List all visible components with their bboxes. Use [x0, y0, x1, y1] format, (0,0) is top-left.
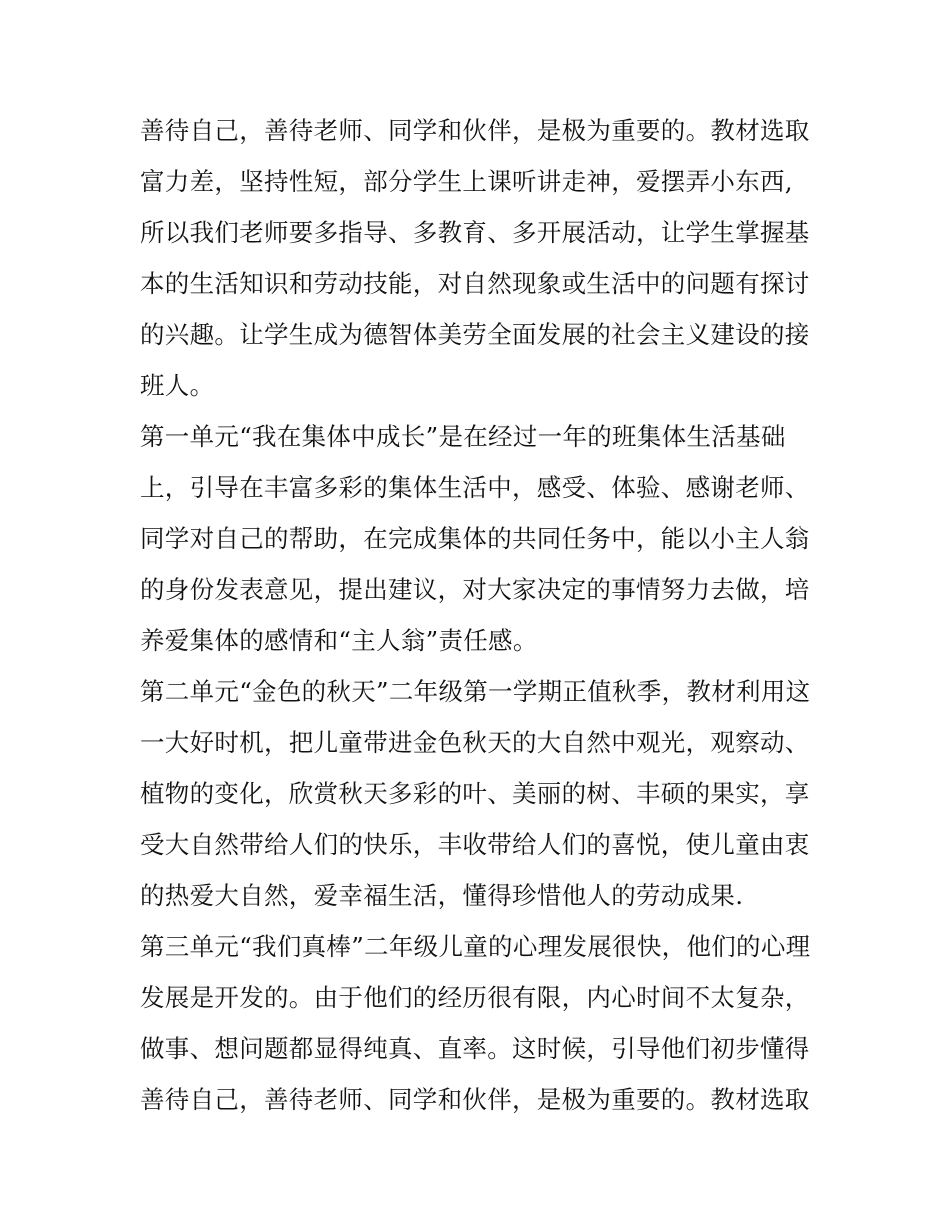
text-line: 班人。 [140, 371, 215, 400]
text-line: 本的生活知识和劳动技能，对自然现象或生活中的问题有探讨 [140, 269, 810, 298]
text-line: 所以我们老师要多指导、多教育、多开展活动，让学生掌握基 [140, 218, 810, 247]
document-body [140, 105, 820, 1125]
text-line: 植物的变化，欣赏秋天多彩的叶、美丽的树、丰硕的果实，享 [140, 779, 810, 808]
text-line: 做事、想问题都显得纯真、直率。这时候，引导他们初步懂得 [140, 1034, 810, 1063]
text-line: 第三单元“我们真棒”二年级儿童的心理发展很快，他们的心理 [140, 932, 811, 961]
text-line: 富力差，坚持性短，部分学生上课听讲走神，爱摆弄小东西, [140, 167, 793, 196]
text-line: 养爱集体的感情和“主人翁”责任感。 [140, 626, 538, 655]
text-line: 第一单元“我在集体中成长”是在经过一年的班集体生活基础 [140, 422, 786, 451]
text-line: 上，引导在丰富多彩的集体生活中，感受、体验、感谢老师、 [140, 473, 810, 502]
text-line: 善待自己，善待老师、同学和伙伴，是极为重要的。教材选取 [140, 1085, 810, 1114]
text-line: 的身份发表意见，提出建议，对大家决定的事情努力去做，培 [140, 575, 810, 604]
text-line: 善待自己，善待老师、同学和伙伴，是极为重要的。教材选取 [140, 116, 810, 145]
text-line: 一大好时机，把儿童带进金色秋天的大自然中观光，观察动、 [140, 728, 810, 757]
text-line: 的兴趣。让学生成为德智体美劳全面发展的社会主义建设的接 [140, 320, 810, 349]
text-line: 受大自然带给人们的快乐，丰收带给人们的喜悦，使儿童由衷 [140, 830, 810, 859]
text-line: 第二单元“金色的秋天”二年级第一学期正值秋季，教材利用这 [140, 677, 811, 706]
text-line: 发展是开发的。由于他们的经历很有限，内心时间不太复杂， [140, 983, 810, 1012]
text-line: 的热爱大自然，爱幸福生活，懂得珍惜他人的劳动成果. [140, 881, 744, 910]
text-line: 同学对自己的帮助，在完成集体的共同任务中，能以小主人翁 [140, 524, 810, 553]
